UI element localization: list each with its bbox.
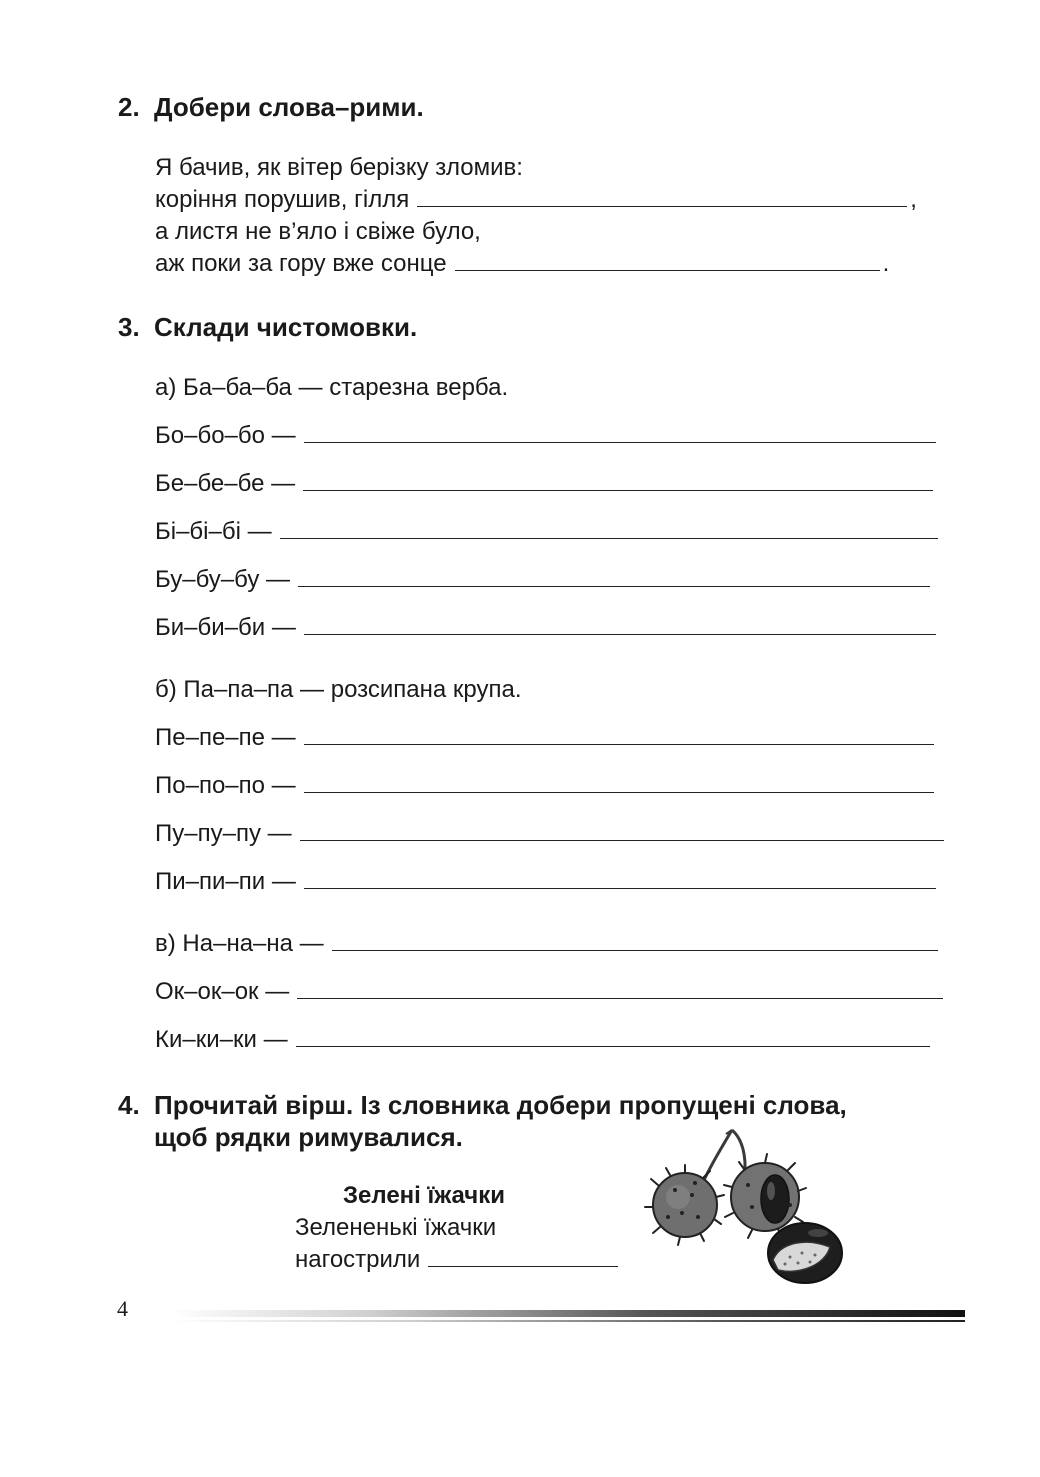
answer-blank[interactable] xyxy=(332,930,938,951)
exercise-row xyxy=(155,868,936,896)
answer-blank[interactable] xyxy=(298,566,930,587)
poem-line-1: Я бачив, як вітер берізку зломив: xyxy=(155,154,523,181)
poem-line-text: аж поки за гору вже сонце xyxy=(155,250,447,277)
page-number: 4 xyxy=(117,1296,128,1321)
answer-blank[interactable] xyxy=(303,470,933,491)
exercise-row xyxy=(155,566,930,594)
row-prompt: Пи–пи–пи — xyxy=(155,868,296,895)
poem-line-text: нагострили xyxy=(295,1246,421,1273)
poem-line-4 xyxy=(155,250,889,278)
poem-line-2 xyxy=(155,186,917,214)
answer-blank[interactable] xyxy=(304,772,934,793)
example-b: б) Па–па–па — розсипана крупа. xyxy=(155,676,522,703)
exercise-row xyxy=(155,518,938,546)
exercise-row xyxy=(155,820,944,848)
exercise-row xyxy=(155,978,943,1006)
chestnuts-icon xyxy=(640,1125,855,1290)
task-number: 2. xyxy=(118,92,140,122)
exercise-row xyxy=(155,470,933,498)
answer-blank[interactable] xyxy=(280,518,938,539)
row-prompt: По–по–по — xyxy=(155,772,296,799)
answer-blank[interactable] xyxy=(428,1246,618,1267)
answer-blank[interactable] xyxy=(304,614,936,635)
answer-blank[interactable] xyxy=(296,1026,930,1047)
answer-blank[interactable] xyxy=(304,724,934,745)
punctuation: . xyxy=(882,250,890,277)
exercise-row xyxy=(155,724,934,752)
task-3-heading xyxy=(118,312,417,343)
task-number: 4. xyxy=(118,1090,140,1120)
task-4-heading-line-2: щоб рядки римувалися. xyxy=(154,1122,463,1152)
row-prompt: Пе–пе–пе — xyxy=(155,724,296,751)
exercise-row xyxy=(155,772,934,800)
task-4-heading xyxy=(118,1090,847,1121)
poem-title: Зелені їжачки xyxy=(343,1182,505,1209)
poem-line-text: коріння порушив, гілля xyxy=(155,186,410,213)
poem-line-1: Зелененькі їжачки xyxy=(295,1214,497,1241)
answer-blank[interactable] xyxy=(417,186,907,207)
task-number: 3. xyxy=(118,312,140,342)
row-prompt: Пу–пу–пу — xyxy=(155,820,292,847)
exercise-row xyxy=(155,614,936,642)
answer-blank[interactable] xyxy=(304,868,936,889)
answer-blank[interactable] xyxy=(304,422,936,443)
row-prompt: Ки–ки–ки — xyxy=(155,1026,288,1053)
task-title: Добери слова–рими. xyxy=(154,92,424,122)
row-prompt: Бо–бо–бо — xyxy=(155,422,296,449)
task-title: Склади чистомовки. xyxy=(154,312,418,342)
exercise-row xyxy=(155,930,938,958)
answer-blank[interactable] xyxy=(297,978,943,999)
row-prompt: Ок–ок–ок — xyxy=(155,978,290,1005)
row-prompt: Бу–бу–бу — xyxy=(155,566,291,593)
exercise-row xyxy=(155,1026,930,1054)
row-prompt: Бе–бе–бе — xyxy=(155,470,296,497)
exercise-row xyxy=(155,422,936,450)
answer-blank[interactable] xyxy=(455,250,880,271)
row-prompt: в) На–на–на — xyxy=(155,930,324,957)
row-prompt: Бі–бі–бі — xyxy=(155,518,272,545)
poem-line-3: а листя не в’яло і свіже було, xyxy=(155,218,481,245)
task-title: Прочитай вірш. Із словника добери пропущені слова, xyxy=(154,1090,847,1120)
footer-rule-thin xyxy=(170,1320,965,1322)
task-2-heading xyxy=(118,92,424,123)
row-prompt: Би–би–би — xyxy=(155,614,296,641)
answer-blank[interactable] xyxy=(300,820,944,841)
footer-rule xyxy=(170,1310,965,1317)
example-a: а) Ба–ба–ба — старезна верба. xyxy=(155,374,509,401)
punctuation: , xyxy=(910,186,917,213)
poem-line-2 xyxy=(295,1246,618,1274)
